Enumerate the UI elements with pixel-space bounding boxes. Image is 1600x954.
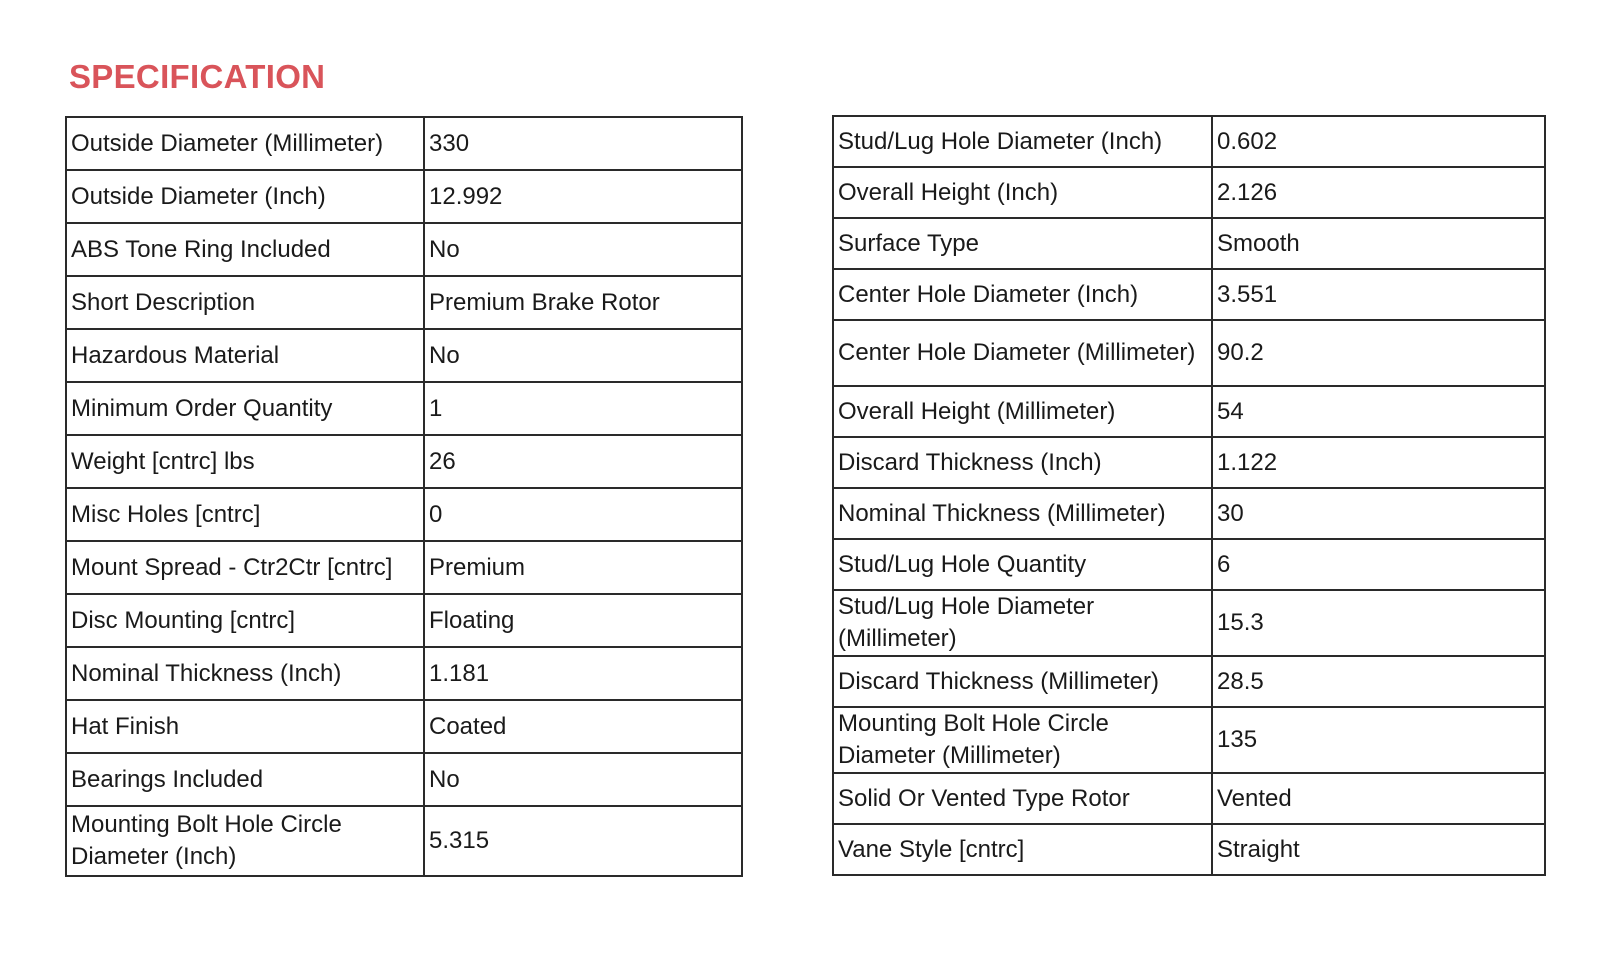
spec-label: Solid Or Vented Type Rotor xyxy=(833,773,1212,824)
spec-value: Premium xyxy=(424,541,742,594)
spec-value: 5.315 xyxy=(424,806,742,876)
spec-value: 1 xyxy=(424,382,742,435)
spec-value: 2.126 xyxy=(1212,167,1545,218)
spec-label: Stud/Lug Hole Diameter (Millimeter) xyxy=(833,590,1212,656)
table-row xyxy=(833,707,1545,773)
spec-label: Center Hole Diameter (Millimeter) xyxy=(833,320,1212,386)
spec-value: No xyxy=(424,753,742,806)
spec-label: Discard Thickness (Millimeter) xyxy=(833,656,1212,707)
spec-value: 54 xyxy=(1212,386,1545,437)
spec-value: 12.992 xyxy=(424,170,742,223)
spec-value: 0.602 xyxy=(1212,116,1545,167)
table-row xyxy=(833,488,1545,539)
table-row xyxy=(66,223,742,276)
spec-value: 28.5 xyxy=(1212,656,1545,707)
spec-value: 15.3 xyxy=(1212,590,1545,656)
table-row xyxy=(66,647,742,700)
spec-table-left xyxy=(65,116,743,877)
table-row xyxy=(833,656,1545,707)
spec-value: Smooth xyxy=(1212,218,1545,269)
spec-value: 330 xyxy=(424,117,742,170)
table-row xyxy=(66,435,742,488)
table-row xyxy=(833,539,1545,590)
table-row xyxy=(66,329,742,382)
table-row xyxy=(833,116,1545,167)
table-row xyxy=(66,594,742,647)
table-row xyxy=(833,167,1545,218)
table-row xyxy=(66,276,742,329)
spec-label: Nominal Thickness (Inch) xyxy=(66,647,424,700)
spec-label: Outside Diameter (Millimeter) xyxy=(66,117,424,170)
spec-label: Hazardous Material xyxy=(66,329,424,382)
spec-table-right xyxy=(832,115,1546,876)
table-row xyxy=(66,700,742,753)
spec-value: Coated xyxy=(424,700,742,753)
spec-label: Hat Finish xyxy=(66,700,424,753)
spec-label: Short Description xyxy=(66,276,424,329)
spec-label: Nominal Thickness (Millimeter) xyxy=(833,488,1212,539)
spec-value: 135 xyxy=(1212,707,1545,773)
spec-value: 30 xyxy=(1212,488,1545,539)
table-row xyxy=(833,218,1545,269)
spec-label: Overall Height (Inch) xyxy=(833,167,1212,218)
spec-value: 3.551 xyxy=(1212,269,1545,320)
table-row xyxy=(66,170,742,223)
spec-label: Discard Thickness (Inch) xyxy=(833,437,1212,488)
spec-label: Overall Height (Millimeter) xyxy=(833,386,1212,437)
spec-value: 90.2 xyxy=(1212,320,1545,386)
table-row xyxy=(66,117,742,170)
spec-value: No xyxy=(424,329,742,382)
spec-value: No xyxy=(424,223,742,276)
spec-value: 6 xyxy=(1212,539,1545,590)
table-row xyxy=(66,753,742,806)
spec-label: Mounting Bolt Hole Circle Diameter (Inch) xyxy=(66,806,424,876)
spec-label: Surface Type xyxy=(833,218,1212,269)
spec-label: Vane Style [cntrc] xyxy=(833,824,1212,875)
spec-value: Floating xyxy=(424,594,742,647)
spec-label: Disc Mounting [cntrc] xyxy=(66,594,424,647)
spec-value: 26 xyxy=(424,435,742,488)
table-row xyxy=(833,320,1545,386)
table-row xyxy=(833,590,1545,656)
table-row xyxy=(833,773,1545,824)
spec-value: Premium Brake Rotor xyxy=(424,276,742,329)
spec-label: Mount Spread - Ctr2Ctr [cntrc] xyxy=(66,541,424,594)
table-row xyxy=(833,269,1545,320)
spec-label: Bearings Included xyxy=(66,753,424,806)
spec-label: Misc Holes [cntrc] xyxy=(66,488,424,541)
table-row xyxy=(66,541,742,594)
spec-label: ABS Tone Ring Included xyxy=(66,223,424,276)
table-row xyxy=(66,382,742,435)
table-row xyxy=(833,437,1545,488)
spec-value: 1.122 xyxy=(1212,437,1545,488)
page-title: SPECIFICATION xyxy=(69,58,326,95)
spec-value: 1.181 xyxy=(424,647,742,700)
spec-value: 0 xyxy=(424,488,742,541)
spec-label: Stud/Lug Hole Diameter (Inch) xyxy=(833,116,1212,167)
spec-value: Vented xyxy=(1212,773,1545,824)
spec-label: Outside Diameter (Inch) xyxy=(66,170,424,223)
table-row xyxy=(66,488,742,541)
spec-label: Center Hole Diameter (Inch) xyxy=(833,269,1212,320)
spec-label: Stud/Lug Hole Quantity xyxy=(833,539,1212,590)
spec-value: Straight xyxy=(1212,824,1545,875)
spec-label: Mounting Bolt Hole Circle Diameter (Millimeter) xyxy=(833,707,1212,773)
table-row xyxy=(833,824,1545,875)
table-row xyxy=(833,386,1545,437)
spec-label: Minimum Order Quantity xyxy=(66,382,424,435)
spec-label: Weight [cntrc] lbs xyxy=(66,435,424,488)
table-row xyxy=(66,806,742,876)
